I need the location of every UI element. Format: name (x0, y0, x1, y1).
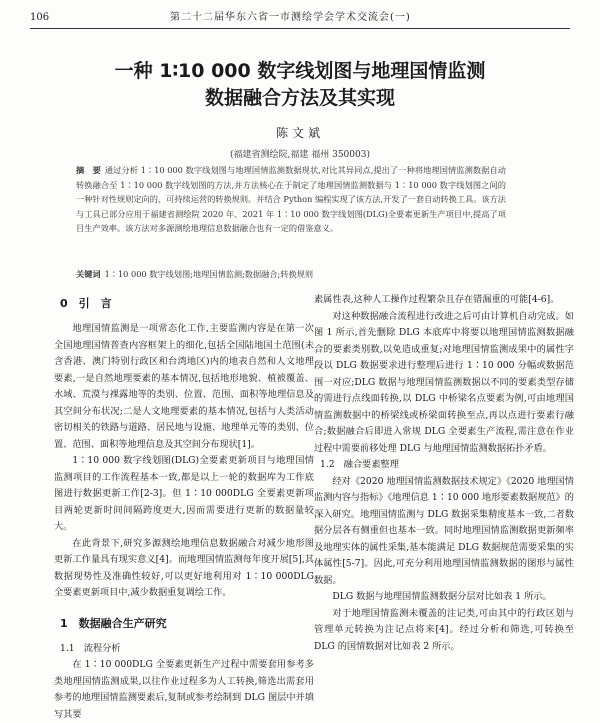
page-number: 106 (30, 12, 50, 23)
keywords (76, 267, 506, 281)
paragraph: 在此背景下,研究多源测绘地理信息数据融合对减少地形图更新工作量具有现实意义[4]。而地理国情监测每年度开展[5],其数据现势性及准确性较好,可以更好地利用对 1∶10 000DLG 全要素更新项目中,减少数据重复调绘工作。 (54, 537, 314, 598)
paragraph: 地理国情监测是一项常态化工作,主要监测内容是在第一次全国地理国情普查内容框架上的细化,包括全国陆地国土范围(未含香港、澳门特别行政区和台湾地区)内的地表自然和人文地理要素,一是自然地理要素的基本情况,包括地形地貌、植被覆盖、水域、荒漠与裸露地等的类别、位置、范围、面积等地理信息及其空间分布状况;二是人文地理要素的基本情况,包括与人类活动密切相关的铁路与道路、居民地与设施、地理单元等的类别、位置、范围、面积等地理信息及其空间分布现状[1]。 (54, 323, 314, 450)
paragraph: 经对《2020 地理国情监测数据技术规定》《2020 地理国情监测内容与指标》《地理信息 1∶10 000 地形要素数据规范》的深入研究。地理国情监测与 DLG 数据采集精度基本一致,二者数据分层各有侧重但也基本一致。同时地理国情监测数据更新频率及地理实体的属性采集,基本能满足 DLG 数据规范需要采集的实体属性[5-7]。因此,可充分利用地理国情监测数据的图形与属性数据。 (314, 475, 574, 586)
paragraph: 1∶10 000 数字线划图(DLG)全要素更新项目与地理国情监测项目的工作流程基本一致,都是以上一轮的数据库为工作底图进行数据更新工作[2-3]。但 1∶10 000DLG 全要素更新项目两轮更新时间间隔跨度更大,因而需要进行更新的数据量较大。 (54, 455, 314, 532)
journal-name: 第二十二届华东六省一市测绘学会学术交流会(一) (170, 12, 411, 23)
abstract-label: 摘 要 (76, 165, 101, 175)
paper-title (0, 58, 600, 112)
title-line-2: 数据融合方法及其实现 (204, 87, 395, 109)
abstract (76, 163, 506, 236)
abstract-text: 通过分析 1∶10 000 数字线划图与地理国情监测数据现状,对比其异同点,提出了一种将地理国情监测数据自动转换融合至 1∶10 000 数字线划图的方法,并方法核心在于制定了地理国情监测数据与 1∶10 000 数字线划图之间的一种针对性规则定向的、可持续运营的转换规则。并结合 Python 编程实现了该方法,开发了一套自动转换工具。该方法与工具已部分应用于福建省测绘院 2020 年、2021 年 1∶10 000 数字线划图(DLG)全要素更新生产项目中,提高了项目生产效率。该方法对多源测绘地理信息数据融合也有一定的借鉴意义。 (76, 165, 506, 234)
section-1-1-heading: 1.1 流程分析 (60, 642, 121, 654)
left-column (54, 292, 314, 723)
paragraph: 素属性表,这种人工操作过程繁杂且存在错漏重的可能[4-6]。 (314, 294, 560, 305)
section-1-heading: 1 数据融合生产研究 (60, 616, 167, 630)
paragraph: 对这种数据融合流程进行改进之后可由计算机自动完成。如图 1 所示,首先删除 DLG 本底库中将要以地理国情监测数据融合的要素类别数,以免造成重复;对地理国情监测成果中的属性字段以 DLG 数据要求进行整理后进行 1∶10 000 分幅或数据范围一对应;DLG 数据与地理国情监测数据以不同的要素类型存储的需进行点线面转换,以 DLG 中桥梁名点要素为例,可由地理国情监测数据中的桥梁线或桥梁面转换至点,再以点进行要素行融合;数据融合后即进入常规 DLG 全要素生产流程,需注意在作业过程中需要前移处理 DLG 与地理国情监测数据拓扑矛盾。 (314, 310, 574, 454)
keywords-text: 1∶10 000 数字线划图;地理国情监测;数据融合;转换规则 (104, 269, 314, 279)
title-line-1: 一种 1∶10 000 数字线划图与地理国情监测 (114, 60, 486, 82)
section-1-2-heading: 1.2 融合要素整理 (320, 459, 399, 470)
paragraph: 对于地理国情监测未覆盖的注记类,可由其中的行政区划与管理单元转换为注记点将来[4]。经过分析和筛选,可转换至 DLG 的国情数据对比如表 2 所示。 (314, 607, 574, 652)
keywords-label: 关键词 (76, 269, 101, 279)
affiliation: (福建省测绘院,福建 福州 350003) (230, 150, 370, 160)
right-column (314, 292, 574, 655)
paragraph: DLG 数据与地理国情监测数据分层对比如表 1 所示。 (332, 591, 552, 602)
paragraph: 在 1∶10 000DLG 全要素更新生产过程中需要套用参考多类地理国情监测成果,以往作业过程多为人工转换,筛选出需套用参考的地理国情监测要素后,复制或参考绘制到 DLG 图层中并填写其要 (54, 659, 314, 720)
running-header (30, 8, 570, 29)
author-name: 陈文斌 (275, 126, 324, 140)
section-0-heading: 0 引 言 (60, 297, 112, 310)
